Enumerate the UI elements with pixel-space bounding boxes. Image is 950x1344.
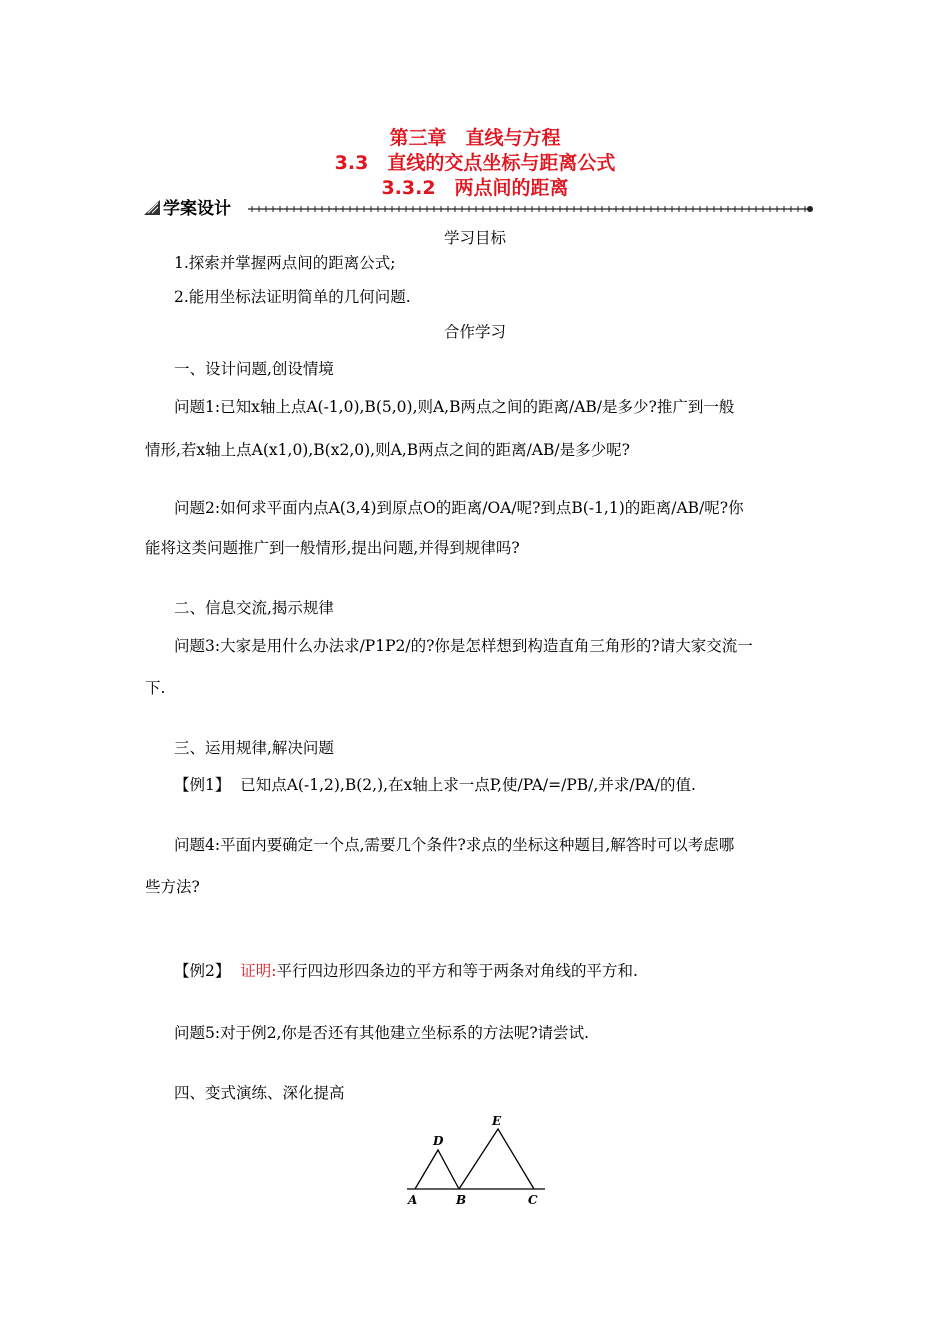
example-2 bbox=[174, 961, 638, 981]
question-2-line-2: 能将这类问题推广到一般情形,提出问题,并得到规律吗? bbox=[145, 539, 520, 557]
coop-heading: 合作学习 bbox=[443, 323, 506, 341]
triangle-figure bbox=[395, 1105, 565, 1215]
example-2-text: 平行四边形四条边的平方和等于两条对角线的平方和. bbox=[276, 962, 638, 980]
example-1 bbox=[174, 775, 696, 795]
triangle-adb bbox=[415, 1150, 459, 1189]
label-a: A bbox=[408, 1193, 418, 1207]
question-5: 问题5:对于例2,你是否还有其他建立坐标系的方法呢?请尝试. bbox=[174, 1024, 590, 1042]
banner-decoration bbox=[140, 196, 820, 222]
question-4-line-1: 问题4:平面内要确定一个点,需要几个条件?求点的坐标这种题目,解答时可以考虑哪 bbox=[174, 836, 735, 854]
example-1-label: 【例1】 bbox=[174, 776, 231, 794]
question-1-line-1: 问题1:已知x轴上点A(-1,0),B(5,0),则A,B两点之间的距离/AB/是多少?推广到一般 bbox=[174, 398, 735, 416]
label-d: D bbox=[433, 1134, 444, 1148]
section-title: 3.3 直线的交点坐标与距离公式 bbox=[334, 152, 616, 174]
question-3-line-2: 下. bbox=[145, 679, 166, 697]
example-1-text: 已知点A(-1,2),B(2,),在x轴上求一点P,使/PA/=/PB/,并求/PA/的值. bbox=[240, 776, 696, 794]
subsection-title: 3.3.2 两点间的距离 bbox=[381, 177, 569, 199]
label-c: C bbox=[528, 1193, 538, 1207]
question-2-line-1: 问题2:如何求平面内点A(3,4)到原点O的距离/OA/呢?到点B(-1,1)的距离/AB/呢?你 bbox=[174, 499, 744, 517]
part4-heading: 四、变式演练、深化提高 bbox=[174, 1084, 345, 1102]
triangle-bec bbox=[459, 1129, 534, 1189]
banner-end-dot bbox=[807, 206, 813, 212]
objective-item: 2.能用坐标法证明简单的几何问题. bbox=[174, 288, 411, 306]
part2-heading: 二、信息交流,揭示规律 bbox=[174, 599, 334, 617]
question-1-line-2: 情形,若x轴上点A(x1,0),B(x2,0),则A,B两点之间的距离/AB/是多少呢? bbox=[145, 441, 630, 459]
objective-item: 1.探索并掌握两点间的距离公式; bbox=[174, 254, 396, 272]
objectives-heading: 学习目标 bbox=[443, 229, 506, 247]
label-e: E bbox=[492, 1114, 502, 1128]
label-b: B bbox=[456, 1193, 467, 1207]
question-3-line-1: 问题3:大家是用什么办法求/P1P2/的?你是怎样想到构造直角三角形的?请大家交流一 bbox=[174, 637, 753, 655]
banner-label: 学案设计 bbox=[163, 199, 231, 219]
chapter-title: 第三章 直线与方程 bbox=[389, 127, 561, 149]
question-4-line-2: 些方法? bbox=[145, 878, 200, 896]
example-2-label: 【例2】 bbox=[174, 962, 231, 980]
example-2-prove: 证明: bbox=[240, 962, 277, 980]
triangle-icon bbox=[144, 200, 160, 215]
part3-heading: 三、运用规律,解决问题 bbox=[174, 739, 334, 757]
part1-heading: 一、设计问题,创设情境 bbox=[174, 360, 334, 378]
